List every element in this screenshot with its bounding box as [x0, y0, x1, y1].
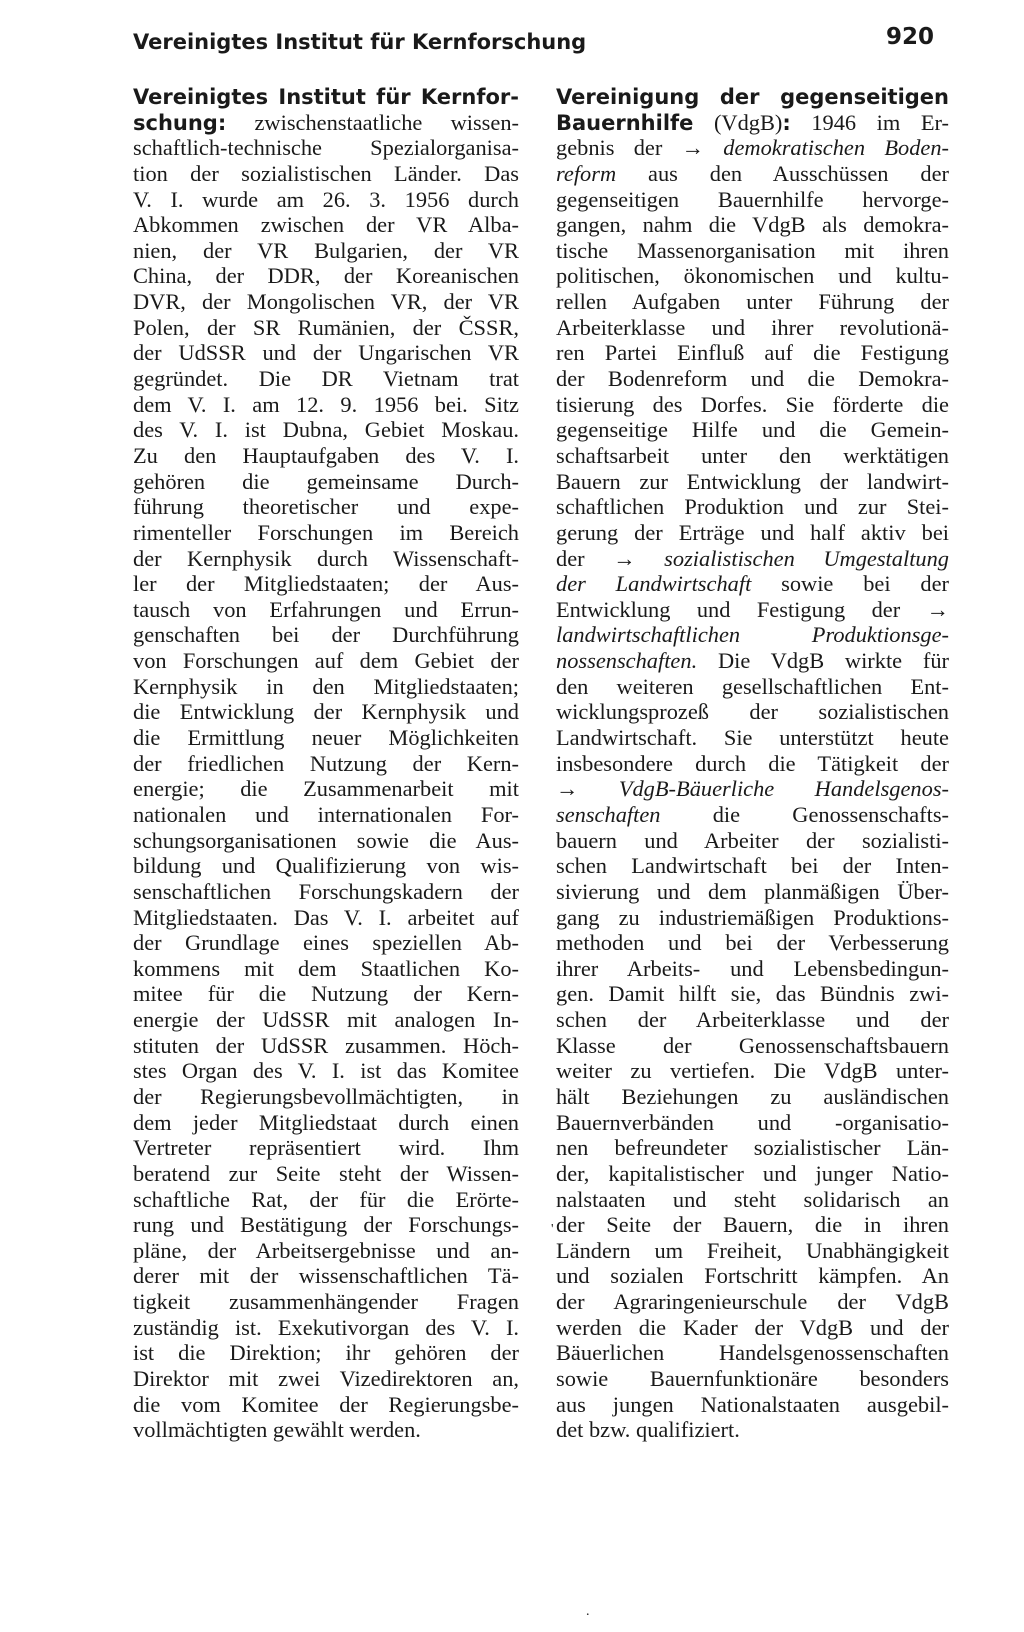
- entry-line: aus jungen Nationalstaaten ausgebil-: [556, 1391, 949, 1417]
- entry-line: ren Partei Einfluß auf die Festigung: [556, 340, 949, 366]
- entry-line: pläne, der Arbeitsergebnisse und an-: [133, 1237, 519, 1263]
- entry-text: gebnis der: [556, 135, 682, 161]
- entry-line: Klasse der Genossenschaftsbauern: [556, 1032, 949, 1058]
- entry-line: schungsorganisationen sowie die Aus-: [133, 827, 519, 853]
- cross-reference-link[interactable]: landwirtschaftlichen Produktionsge-: [556, 622, 949, 648]
- arrow-icon: →: [681, 135, 704, 161]
- entry-line: vollmächtigten gewählt werden.: [133, 1417, 421, 1443]
- entry-line: gang zu industriemäßigen Produktions-: [556, 904, 949, 930]
- entry-line: Arbeiterklasse und ihrer revolutionä-: [556, 314, 949, 340]
- entry-line: [556, 110, 949, 136]
- cross-reference-link[interactable]: sozialistischen Umgestaltung: [664, 545, 950, 571]
- entry-line: schen der Arbeiterklasse und der: [556, 1007, 949, 1033]
- entry-line: beratend zur Seite steht der Wissen-: [133, 1160, 519, 1186]
- entry-line: die Entwicklung der Kernphysik und: [133, 699, 519, 725]
- entry-line: die vom Komitee der Regierungsbe-: [133, 1391, 519, 1417]
- foot-mark: .: [586, 1604, 590, 1619]
- entry-line: Zu den Hauptaufgaben des V. I.: [133, 442, 519, 468]
- cross-reference-link[interactable]: nossenschaften.: [556, 648, 698, 674]
- entry-line: [556, 546, 949, 572]
- entry-line: nen befreundeter sozialistischer Län-: [556, 1135, 949, 1161]
- entry-text: zwischenstaatliche wissen-: [226, 109, 519, 135]
- entry-line: Abkommen zwischen der VR Alba-: [133, 212, 519, 238]
- entry-line: ler der Mitgliedstaaten; der Aus-: [133, 571, 519, 597]
- entry-text: sowie bei der: [751, 571, 949, 597]
- entry-line: hält Beziehungen zu ausländischen: [556, 1083, 949, 1109]
- entry-line: und sozialen Fortschritt kämpfen. An: [556, 1263, 949, 1289]
- entry-line: [556, 776, 949, 802]
- entry-line: [556, 597, 949, 623]
- cross-reference-link[interactable]: reform: [556, 160, 617, 186]
- arrow-icon: →: [926, 596, 949, 622]
- entry-line: tigkeit zusammenhängender Fragen: [133, 1289, 519, 1315]
- entry-line: gerung der Erträge und half aktiv bei: [556, 519, 949, 545]
- entry-text: 1946 im Er-: [790, 109, 949, 135]
- entry-line: [556, 648, 949, 674]
- entry-line: det bzw. qualifiziert.: [556, 1417, 740, 1443]
- entry-line: Ländern um Freiheit, Unabhängigkeit: [556, 1237, 949, 1263]
- entry-text: der: [556, 545, 614, 571]
- entry-line: energie; die Zusammenarbeit mit: [133, 776, 519, 802]
- headword: schung: [133, 110, 218, 135]
- entry-line: energie der UdSSR mit analogen In-: [133, 1007, 519, 1033]
- entry-line: stituten der UdSSR zusammen. Höch-: [133, 1032, 519, 1058]
- entry-line: genschaften bei der Durchführung: [133, 622, 519, 648]
- entry-line: Polen, der SR Rumänien, der ČSSR,: [133, 314, 519, 340]
- entry-line: schaftsarbeit unter den werktätigen: [556, 442, 949, 468]
- headword: Vereinigtes Institut für Kernfor-: [133, 85, 519, 109]
- entry-line: die Ermittlung neuer Möglichkeiten: [133, 725, 519, 751]
- cross-reference-link[interactable]: senschaften: [556, 801, 661, 827]
- entry-line: rimenteller Forschungen im Bereich: [133, 519, 519, 545]
- entry-line: dem jeder Mitgliedstaat durch einen: [133, 1109, 519, 1135]
- entry-line: schen Landwirtschaft bei der Inten-: [556, 853, 949, 879]
- entry-line: gehören die gemeinsame Durch-: [133, 468, 519, 494]
- entry-line: tion der sozialistischen Länder. Das: [133, 160, 519, 186]
- entry-line: der Regierungsbevollmächtigten, in: [133, 1083, 519, 1109]
- cross-reference-link[interactable]: VdgB-Bäuerliche Handelsgenos-: [618, 776, 949, 802]
- entry-line: Vertreter repräsentiert wird. Ihm: [133, 1135, 519, 1161]
- arrow-icon: →: [556, 776, 579, 802]
- entry-line: der UdSSR und der Ungarischen VR: [133, 340, 519, 366]
- entry-line: [133, 110, 519, 136]
- entry-line: wicklungsprozeß der sozialistischen: [556, 699, 949, 725]
- margin-mark: ': [551, 1222, 554, 1237]
- entry-line: V. I. wurde am 26. 3. 1956 durch: [133, 186, 519, 212]
- entry-line: der Agraringenieurschule der VdgB: [556, 1289, 949, 1315]
- headword-colon: :: [217, 110, 227, 135]
- entry-line: ihrer Arbeits- und Lebensbedingun-: [556, 955, 949, 981]
- entry-line: weiter zu vertiefen. Die VdgB unter-: [556, 1058, 949, 1084]
- entry-line: Direktor mit zwei Vizedirektoren an,: [133, 1366, 519, 1392]
- entry-line: tausch von Erfahrungen und Errun-: [133, 596, 519, 622]
- entry-line: Kernphysik in den Mitgliedstaaten;: [133, 673, 519, 699]
- entry-line: schaftlichen Produktion und zur Stei-: [556, 494, 949, 520]
- entry-line: [556, 135, 949, 161]
- cross-reference-link[interactable]: der Landwirtschaft: [556, 571, 752, 597]
- entry-line: rellen Aufgaben unter Führung der: [556, 289, 949, 315]
- entry-line: nationalen und internationalen For-: [133, 801, 519, 827]
- entry-vereinigung-bauernhilfe: [556, 84, 949, 1443]
- entry-line: des V. I. ist Dubna, Gebiet Moskau.: [133, 417, 519, 443]
- entry-line: der Grundlage eines speziellen Ab-: [133, 930, 519, 956]
- entry-line: China, der DDR, der Koreanischen: [133, 263, 519, 289]
- entry-line: gen. Damit hilft sie, das Bündnis zwi-: [556, 981, 949, 1007]
- entry-line: der friedlichen Nutzung der Kern-: [133, 750, 519, 776]
- entry-line: der Seite der Bauern, die in ihren: [556, 1212, 949, 1238]
- running-head: Vereinigtes Institut für Kernforschung: [133, 30, 587, 54]
- entry-line: insbesondere durch die Tätigkeit der: [556, 750, 949, 776]
- entry-line: Landwirtschaft. Sie unterstützt heute: [556, 725, 949, 751]
- cross-reference-link[interactable]: demokratischen Boden-: [723, 135, 949, 161]
- entry-line: sowie Bauernfunktionäre besonders: [556, 1366, 949, 1392]
- headword-colon: :: [782, 110, 791, 135]
- entry-line: senschaftlichen Forschungskadern der: [133, 878, 519, 904]
- left-body: [133, 135, 519, 1443]
- entry-line: nien, der VR Bulgarien, der VR: [133, 237, 519, 263]
- entry-line: ist die Direktion; ihr gehören der: [133, 1340, 519, 1366]
- entry-line: kommens mit dem Staatlichen Ko-: [133, 955, 519, 981]
- entry-line: schaftlich-technische Spezialorganisa-: [133, 135, 519, 161]
- entry-line: bildung und Qualifizierung von wis-: [133, 853, 519, 879]
- entry-line: tisierung des Dorfes. Sie förderte die: [556, 391, 949, 417]
- entry-text: Die VdgB wirkte für: [697, 648, 949, 674]
- entry-line: mitee für die Nutzung der Kern-: [133, 981, 519, 1007]
- entry-line: [556, 571, 949, 597]
- entry-line: derer mit der wissenschaftlichen Tä-: [133, 1263, 519, 1289]
- entry-text: Entwicklung und Festigung der: [556, 596, 927, 622]
- entry-line: politischen, ökonomischen und kultu-: [556, 263, 949, 289]
- entry-line: der Bodenreform und die Demokra-: [556, 366, 949, 392]
- entry-line: den weiteren gesellschaftlichen Ent-: [556, 673, 949, 699]
- entry-text: die Genossenschafts-: [660, 801, 949, 827]
- entry-line: gegenseitige Hilfe und die Gemein-: [556, 417, 949, 443]
- entry-line: stes Organ des V. I. ist das Komitee: [133, 1058, 519, 1084]
- entry-line: [556, 802, 949, 828]
- entry-line: Bäuerlichen Handelsgenossenschaften: [556, 1340, 949, 1366]
- entry-line: zuständig ist. Exekutivorgan des V. I.: [133, 1314, 519, 1340]
- arrow-icon: →: [613, 545, 636, 571]
- entry-line: methoden und bei der Verbesserung: [556, 930, 949, 956]
- entry-text: aus den Ausschüssen der: [616, 160, 949, 186]
- entry-line: Bauern zur Entwicklung der landwirt-: [556, 468, 949, 494]
- entry-line: [556, 161, 949, 187]
- entry-line: DVR, der Mongolischen VR, der VR: [133, 289, 519, 315]
- entry-line: Mitgliedstaaten. Das V. I. arbeitet auf: [133, 904, 519, 930]
- entry-line: werden die Kader der VdgB und der: [556, 1314, 949, 1340]
- page-number: 920: [886, 24, 935, 50]
- entry-line: [556, 84, 949, 110]
- abbreviation: (VdgB): [693, 109, 783, 135]
- headword: Bauernhilfe: [556, 110, 694, 135]
- entry-line: gangen, nahm die VdgB als demokra-: [556, 212, 949, 238]
- entry-line: führung theoretischer und expe-: [133, 494, 519, 520]
- entry-line: tische Massenorganisation mit ihren: [556, 237, 949, 263]
- entry-line: schaftliche Rat, der für die Erörte-: [133, 1186, 519, 1212]
- entry-line: von Forschungen auf dem Gebiet der: [133, 648, 519, 674]
- entry-line: nalstaaten und steht solidarisch an: [556, 1186, 949, 1212]
- entry-line: gegenseitigen Bauernhilfe hervorge-: [556, 186, 949, 212]
- entry-line: Bauernverbänden und -organisatio-: [556, 1109, 949, 1135]
- headword: Vereinigung der gegenseitigen: [556, 85, 949, 109]
- entry-line: [556, 622, 949, 648]
- entry-line: rung und Bestätigung der Forschungs-: [133, 1212, 519, 1238]
- entry-line: [133, 84, 519, 110]
- entry-line: der, kapitalistischer und junger Natio-: [556, 1160, 949, 1186]
- entry-line: gegründet. Die DR Vietnam trat: [133, 366, 519, 392]
- entry-vereinigtes-institut: [133, 84, 519, 1443]
- entry-line: sivierung und dem planmäßigen Über-: [556, 878, 949, 904]
- entry-line: bauern und Arbeiter der sozialisti-: [556, 827, 949, 853]
- entry-line: der Kernphysik durch Wissenschaft-: [133, 545, 519, 571]
- entry-line: dem V. I. am 12. 9. 1956 bei. Sitz: [133, 391, 519, 417]
